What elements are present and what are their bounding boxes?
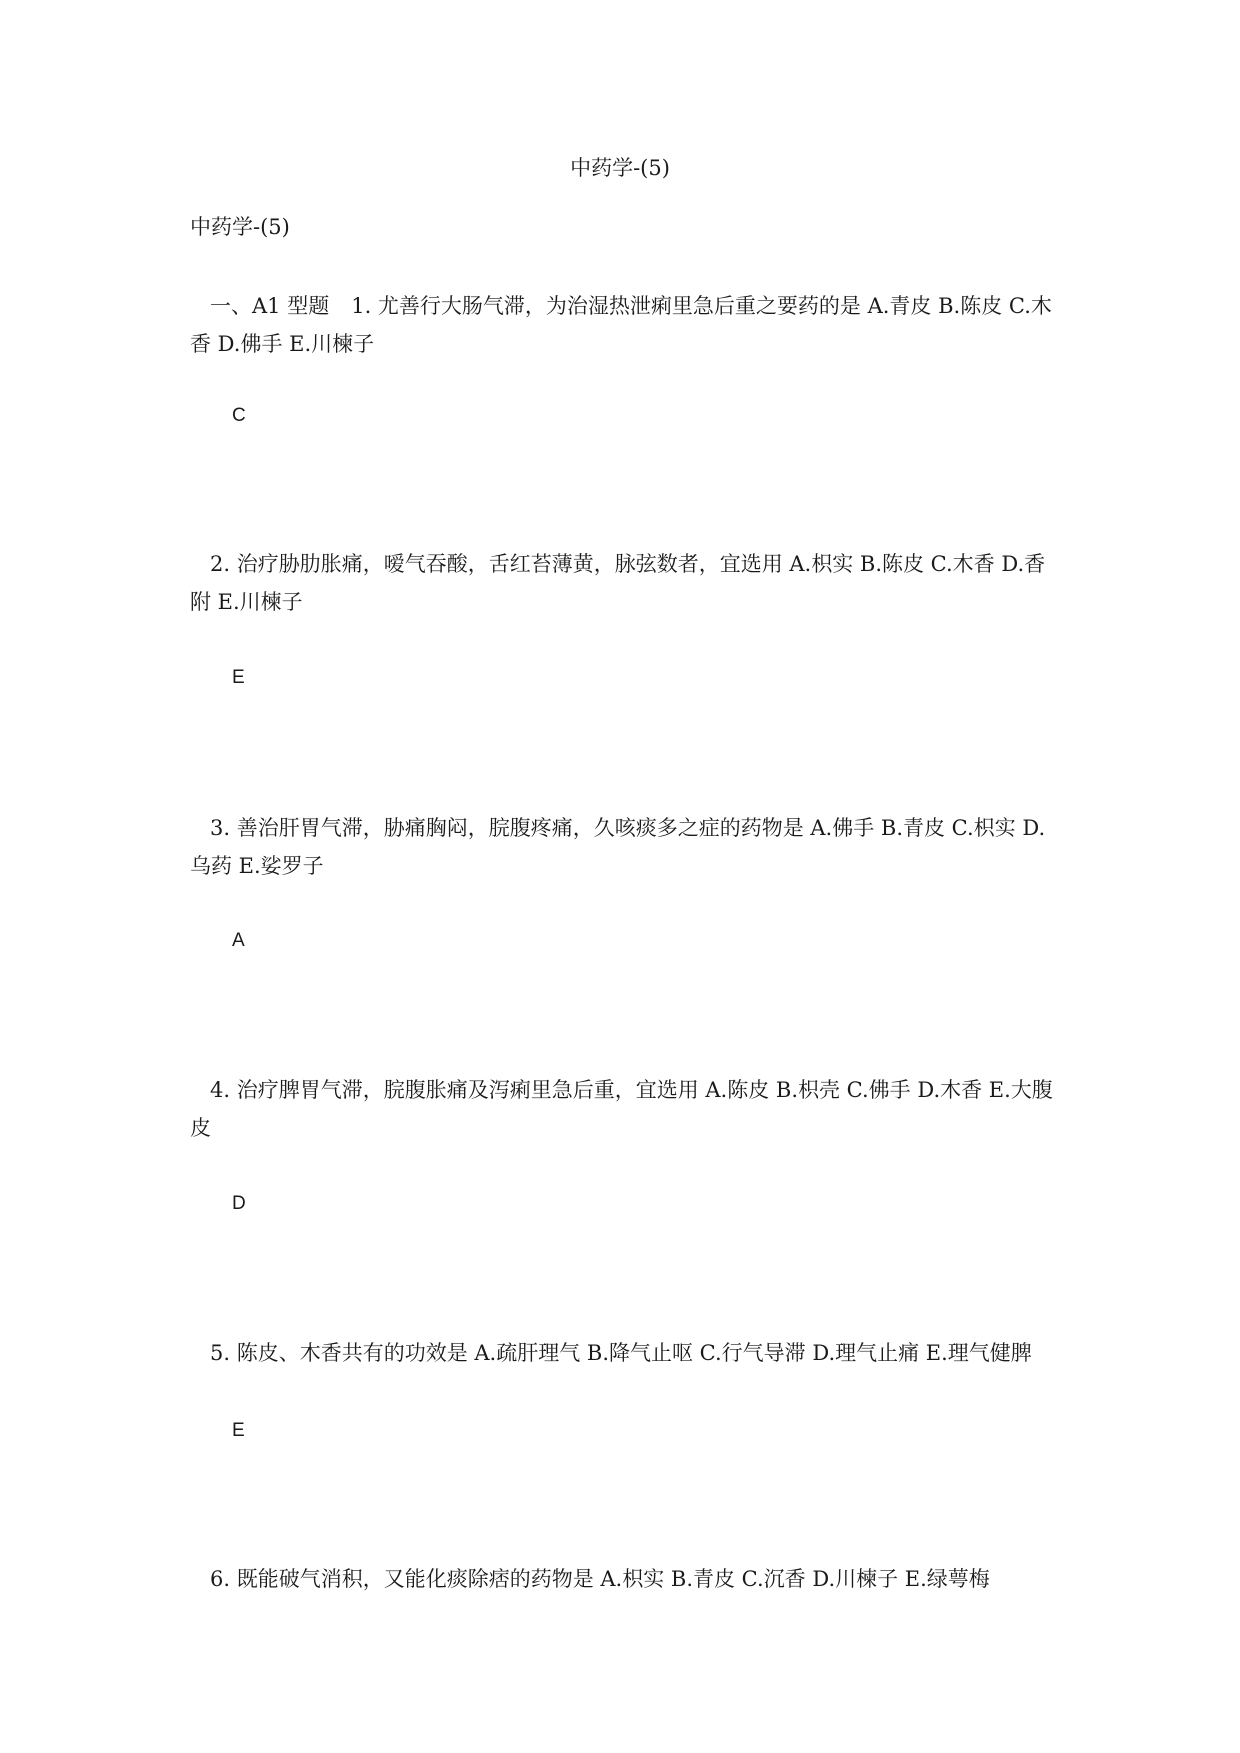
question-text: 6. 既能破气消积，又能化痰除痞的药物是 A.枳实 B.青皮 C.沉香 D.川楝子 E.绿萼梅 (210, 1567, 990, 1591)
question-4 (190, 1071, 1058, 1147)
question-text: 5. 陈皮、木香共有的功效是 A.疏肝理气 B.降气止呕 C.行气导滞 D.理气止痛 E.理气健脾 (210, 1341, 1032, 1365)
question-text: 1. 尤善行大肠气滞，为治湿热泄痢里急后重之要药的是 A.青皮 B.陈皮 C.木香 D.佛手 E.川楝子 (190, 294, 1052, 356)
question-text: 4. 治疗脾胃气滞，脘腹胀痛及泻痢里急后重，宜选用 A.陈皮 B.枳壳 C.佛手 D.木香 E.大腹皮 (190, 1078, 1053, 1140)
answer-4: D (232, 1193, 246, 1214)
answer-1: C (232, 405, 246, 426)
question-text: 3. 善治肝胃气滞，胁痛胸闷，脘腹疼痛，久咳痰多之症的药物是 A.佛手 B.青皮 C.枳实 D.乌药 E.娑罗子 (190, 816, 1046, 878)
document-subtitle: 中药学-(5) (190, 215, 290, 239)
question-6 (190, 1560, 1058, 1598)
section-label: 一、A1 型题 (210, 294, 330, 318)
question-3 (190, 809, 1058, 885)
answer-2: E (232, 667, 245, 688)
question-text: 2. 治疗胁肋胀痛，嗳气吞酸，舌红苔薄黄，脉弦数者，宜选用 A.枳实 B.陈皮 C.木香 D.香附 E.川楝子 (190, 552, 1046, 614)
answer-5: E (232, 1420, 245, 1441)
question-5 (190, 1334, 1058, 1372)
question-1 (190, 287, 1058, 363)
answer-3: A (232, 930, 245, 951)
question-2 (190, 545, 1058, 621)
page-title: 中药学-(5) (570, 156, 670, 180)
